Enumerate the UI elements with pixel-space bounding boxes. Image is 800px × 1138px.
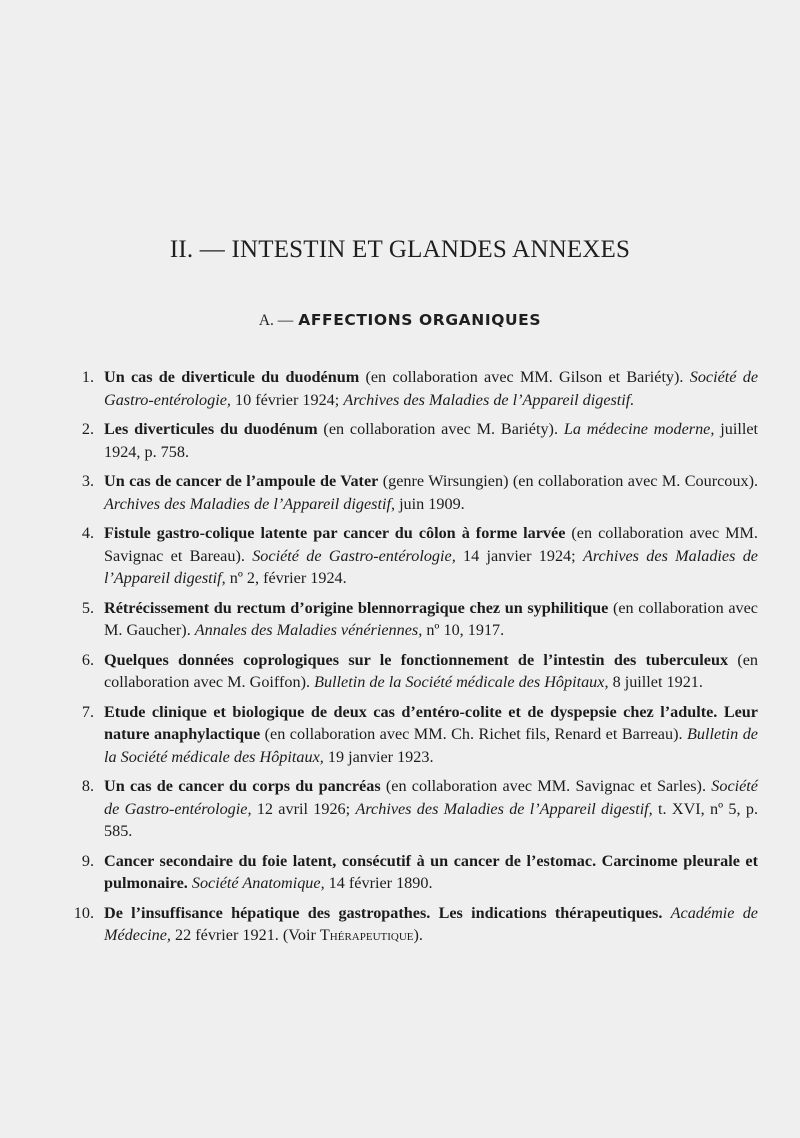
entry-journal: Annales des Maladies vénériennes,	[194, 621, 423, 639]
list-item	[68, 850, 758, 895]
entry-title: Rétrécissement du rectum d’origine blennorragique chez un syphilitique	[104, 598, 609, 617]
entry-description: (en collaboration avec MM. Savignac et Bareau).	[104, 524, 758, 565]
list-item	[68, 902, 758, 947]
entry-journal: Société de Gastro-entérologie,	[252, 546, 456, 565]
entry-date: 10 février 1924;	[230, 390, 344, 409]
entry-title: Un cas de cancer de l’ampoule de Vater	[104, 472, 379, 490]
entry-title: Fistule gastro-colique latente par cancer du côlon à forme larvée	[104, 524, 566, 542]
list-item	[68, 649, 758, 694]
subsection-letter: A. —	[258, 312, 294, 329]
entry-date: juillet 1924, p. 758.	[104, 420, 759, 461]
entry-description	[662, 904, 670, 922]
list-item	[68, 701, 758, 769]
entry-title: De l’insuffisance hépatique des gastropathes. Les indications thérapeutiques.	[104, 903, 663, 922]
entry-description: (en collaboration avec M. Goiffon).	[104, 650, 758, 691]
entry-date: 14 février 1890.	[324, 874, 433, 892]
entry-number: 5.	[81, 598, 94, 617]
list-item	[68, 775, 758, 843]
entry-journal: Académie de Médecine,	[104, 903, 758, 944]
entry-date: 22 février 1921. (Voir	[170, 926, 320, 944]
entry-journal: La médecine moderne,	[563, 420, 715, 438]
entry-journal: Société Anatomique,	[191, 874, 325, 892]
entry-journal: Bulletin de la Société médicale des Hôpitaux,	[314, 673, 609, 691]
entry-title: Quelques données coprologiques sur le fonctionnement de l’intestin des tuberculeux	[104, 650, 729, 669]
entry-date: 19 janvier 1923.	[323, 747, 434, 766]
entry-title: Un cas de diverticule du duodénum	[104, 368, 360, 386]
entry-date: 12 avril 1926;	[251, 799, 356, 818]
entry-number: 4.	[81, 524, 94, 542]
entry-title: Etude clinique et biologique de deux cas d’entéro-colite et de dyspepsie chez l’adulte. Leur nature anaphylactique	[104, 702, 758, 743]
list-item	[68, 418, 758, 463]
entry-description: (en collaboration avec M. Bariéty).	[317, 420, 564, 438]
entry-description: (en collaboration avec MM. Gilson et Bariéty).	[359, 368, 690, 386]
list-item	[68, 522, 758, 590]
entry-description: (genre Wirsungien) (en collaboration avec M. Courcoux).	[378, 472, 759, 490]
subsection-heading: AFFECTIONS ORGANIQUES	[298, 311, 542, 329]
entry-date: 8 juillet 1921.	[608, 673, 703, 691]
entry-issue: t. XVI, nº 5, p. 585.	[104, 799, 758, 840]
entry-description: (en collaboration avec MM. Ch. Richet fils, Renard et Barreau).	[260, 725, 687, 743]
entry-title: Cancer secondaire du foie latent, consécutif à un cancer de l’estomac. Carcinome pleurale et pulmonaire.	[104, 851, 758, 892]
entry-number: 2.	[81, 420, 94, 438]
entry-title: Les diverticules du duodénum	[104, 420, 318, 438]
entry-closing: ).	[413, 926, 423, 944]
publication-list	[68, 366, 758, 954]
entry-description: (en collaboration avec M. Gaucher).	[104, 598, 758, 639]
entry-number: 10.	[73, 903, 94, 922]
entry-journal: Archives des Maladies de l’Appareil digestif,	[104, 494, 396, 513]
cross-reference: Thérapeutique	[319, 926, 414, 944]
entry-date: juin 1909.	[395, 494, 465, 513]
entry-journal: Bulletin de la Société médicale des Hôpitaux,	[104, 725, 758, 766]
entry-number: 3.	[81, 472, 94, 490]
entry-number: 6.	[81, 650, 94, 669]
entry-date: 14 janvier 1924;	[455, 546, 583, 565]
entry-journal-secondary: Archives des Maladies de l’Appareil digestif,	[104, 546, 758, 587]
entry-journal: Société de Gastro-entérologie,	[104, 368, 759, 409]
list-item	[68, 470, 758, 515]
entry-journal-secondary: Archives des Maladies de l’Appareil digestif.	[343, 390, 635, 409]
entry-date: nº 10, 1917.	[422, 621, 505, 639]
entry-number: 7.	[81, 702, 94, 721]
entry-number: 8.	[81, 777, 94, 795]
entry-number: 1.	[81, 368, 94, 386]
entry-issue: nº 2, février 1924.	[225, 569, 347, 587]
subsection-title	[0, 311, 800, 330]
list-item	[68, 366, 758, 411]
entry-title: Un cas de cancer du corps du pancréas	[104, 777, 381, 795]
entry-journal: Société de Gastro-entérologie,	[104, 777, 758, 818]
entry-number: 9.	[81, 851, 94, 870]
entry-journal-secondary: Archives des Maladies de l’Appareil digestif,	[355, 799, 653, 818]
section-title: II. — INTESTIN ET GLANDES ANNEXES	[169, 236, 631, 263]
list-item	[68, 597, 758, 642]
entry-description: (en collaboration avec MM. Savignac et Sarles).	[380, 777, 712, 795]
